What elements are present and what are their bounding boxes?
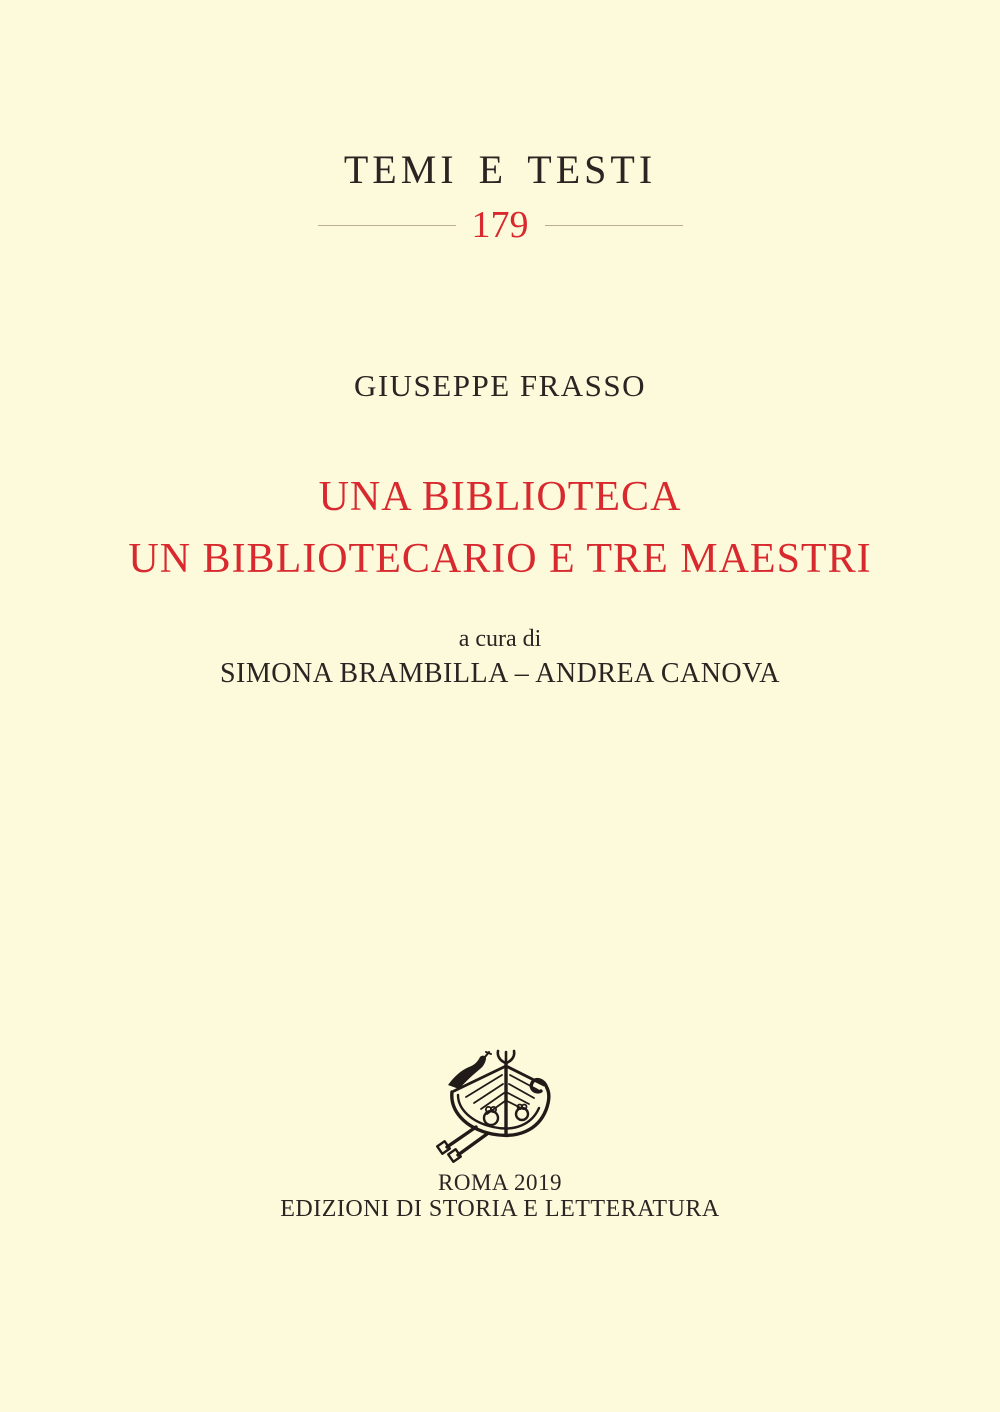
book-title: [0, 466, 1000, 590]
book-title-line-1: UNA BIBLIOTECA: [318, 474, 682, 520]
series-number-row: [0, 202, 1000, 248]
editors-names: SIMONA BRAMBILLA – ANDREA CANOVA: [219, 658, 780, 689]
publisher-ship-logo-icon: [430, 1048, 570, 1166]
edited-by-label: a cura di: [458, 626, 542, 652]
series-number: 179: [471, 204, 529, 246]
publisher-name: EDIZIONI DI STORIA E LETTERATURA: [280, 1196, 720, 1222]
right-rule: [545, 225, 683, 226]
author-name: GIUSEPPE FRASSO: [353, 368, 647, 403]
book-title-line-2: UN BIBLIOTECARIO E TRE MAESTRI: [128, 536, 872, 582]
left-rule: [318, 225, 456, 226]
series-title: TEMI E TESTI: [343, 147, 657, 192]
place-year: ROMA 2019: [438, 1170, 562, 1195]
